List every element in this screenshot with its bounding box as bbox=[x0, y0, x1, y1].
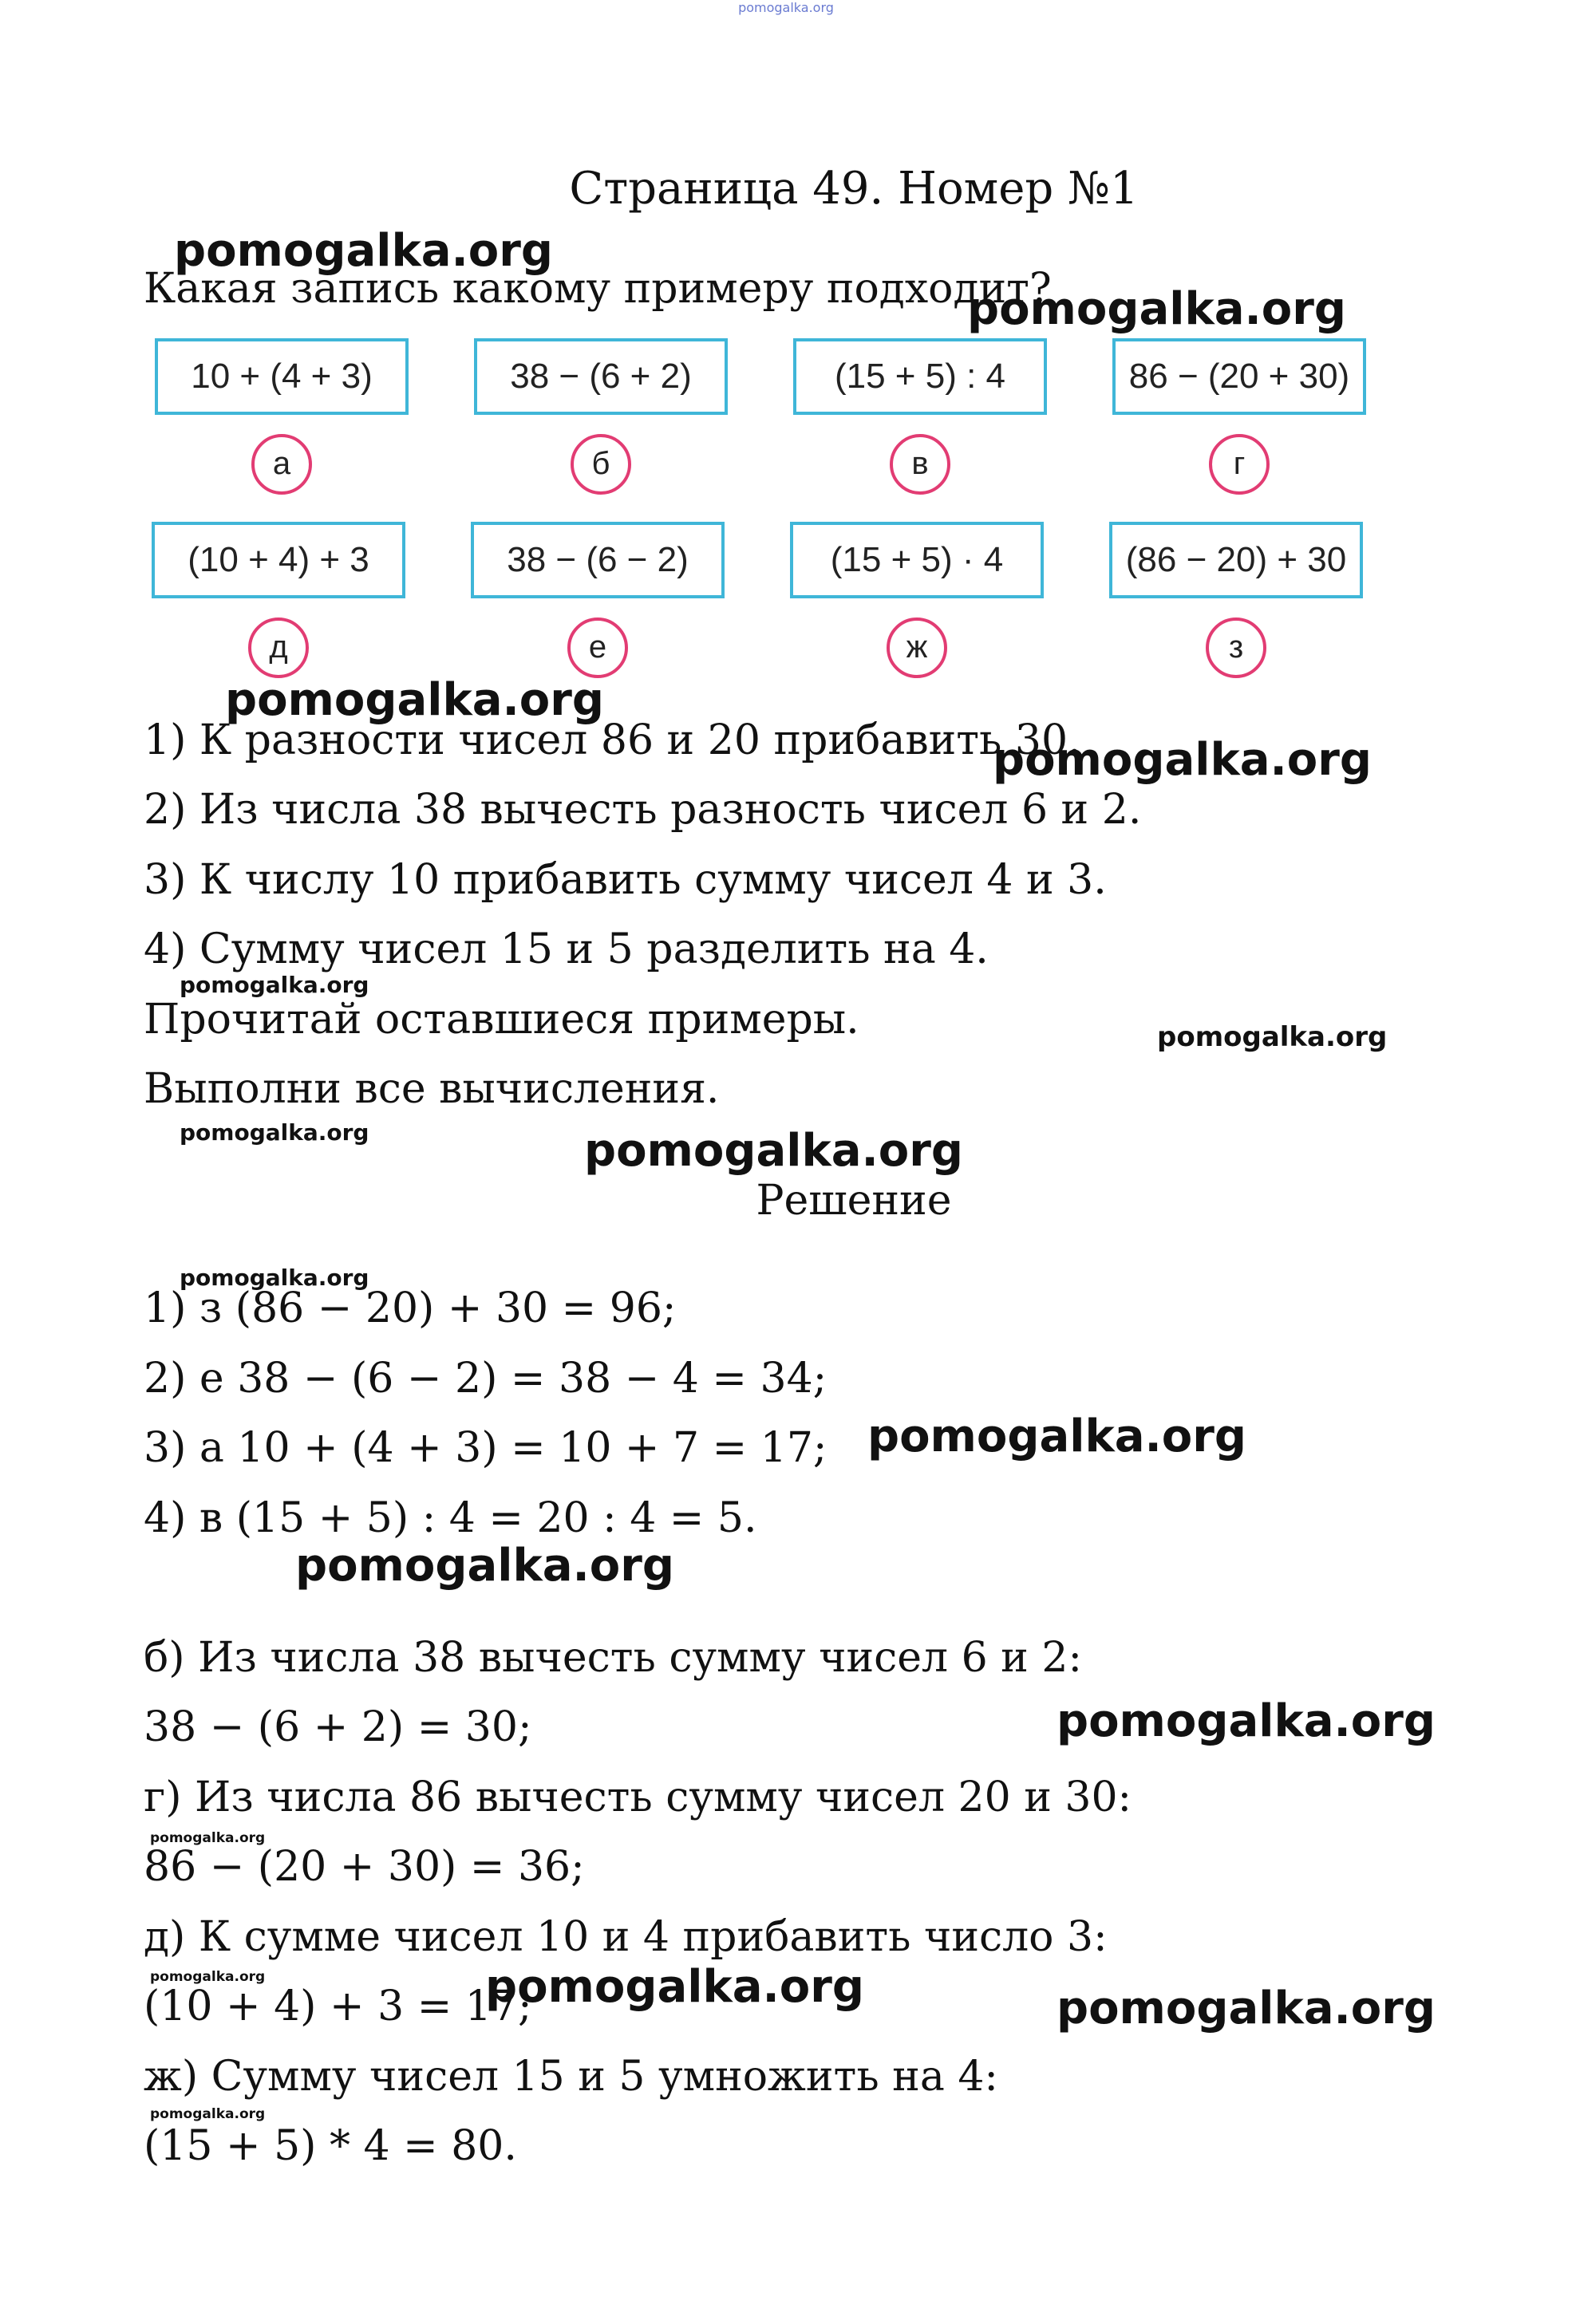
solution-answer: 1) з (86 − 20) + 30 = 96; bbox=[144, 1284, 677, 1332]
card-expression: (86 − 20) + 30 bbox=[1109, 522, 1363, 598]
card-letter: ж bbox=[887, 617, 947, 678]
watermark: pomogalka.org bbox=[1057, 1695, 1436, 1747]
watermark: pomogalka.org bbox=[584, 1125, 963, 1177]
card-expression: 86 − (20 + 30) bbox=[1112, 338, 1366, 415]
watermark: pomogalka.org bbox=[1057, 1983, 1436, 2034]
page-title: Страница 49. Номер №1 bbox=[569, 163, 1139, 215]
task-instruction: Прочитай оставшиеся примеры. bbox=[144, 996, 859, 1044]
task-item: 3) К числу 10 прибавить сумму чисел 4 и 3. bbox=[144, 856, 1107, 904]
card-expression: 10 + (4 + 3) bbox=[155, 338, 409, 415]
solution-extra-line: (15 + 5) * 4 = 80. bbox=[144, 2122, 517, 2170]
task-question: Какая запись какому примеру подходит? bbox=[144, 265, 1052, 313]
solution-extra-line: (10 + 4) + 3 = 17; bbox=[144, 1983, 532, 2030]
card-expression: 38 − (6 + 2) bbox=[474, 338, 728, 415]
task-item: 2) Из числа 38 вычесть разность чисел 6 и 2. bbox=[144, 786, 1142, 834]
card-letter: д bbox=[248, 617, 309, 678]
watermark: pomogalka.org bbox=[180, 1265, 369, 1291]
watermark: pomogalka.org bbox=[174, 225, 553, 277]
solution-answer: 3) а 10 + (4 + 3) = 10 + 7 = 17; bbox=[144, 1424, 827, 1472]
task-instruction: Выполни все вычисления. bbox=[144, 1065, 720, 1113]
watermark: pomogalka.org bbox=[867, 1411, 1246, 1462]
solution-extra-line: д) К сумме чисел 10 и 4 прибавить число 3: bbox=[144, 1913, 1108, 1961]
solution-extra-line: г) Из числа 86 вычесть сумму чисел 20 и 30: bbox=[144, 1774, 1132, 1821]
card-letter: е bbox=[567, 617, 628, 678]
solution-answer: 4) в (15 + 5) : 4 = 20 : 4 = 5. bbox=[144, 1494, 757, 1542]
solution-title: Решение bbox=[756, 1177, 952, 1225]
watermark: pomogalka.org bbox=[485, 1961, 864, 2013]
watermark: pomogalka.org bbox=[1157, 1021, 1388, 1053]
card-letter: г bbox=[1209, 434, 1270, 495]
expression-cards-figure bbox=[152, 335, 1404, 702]
card-expression: (15 + 5) · 4 bbox=[790, 522, 1044, 598]
card-letter: б bbox=[571, 434, 631, 495]
watermark: pomogalka.org bbox=[967, 283, 1346, 335]
card-letter: в bbox=[890, 434, 950, 495]
card-expression: (15 + 5) : 4 bbox=[793, 338, 1047, 415]
solution-extra-line: 38 − (6 + 2) = 30; bbox=[144, 1703, 532, 1751]
solution-answer: 2) е 38 − (6 − 2) = 38 − 4 = 34; bbox=[144, 1355, 827, 1403]
watermark: pomogalka.org bbox=[180, 1119, 369, 1146]
solution-extra-line: ж) Сумму чисел 15 и 5 умножить на 4: bbox=[144, 2053, 998, 2101]
watermark: pomogalka.org bbox=[180, 972, 369, 998]
solution-extra-line: б) Из числа 38 вычесть сумму чисел 6 и 2: bbox=[144, 1634, 1082, 1682]
task-item: 1) К разности чисел 86 и 20 прибавить 30. bbox=[144, 716, 1081, 764]
card-expression: (10 + 4) + 3 bbox=[152, 522, 405, 598]
top-watermark: pomogalka.org bbox=[738, 0, 834, 15]
watermark: pomogalka.org bbox=[150, 1830, 266, 1846]
watermark: pomogalka.org bbox=[993, 734, 1372, 786]
card-expression: 38 − (6 − 2) bbox=[471, 522, 725, 598]
watermark: pomogalka.org bbox=[295, 1540, 674, 1592]
watermark: pomogalka.org bbox=[150, 2106, 266, 2122]
solution-extra-line: 86 − (20 + 30) = 36; bbox=[144, 1843, 585, 1891]
watermark: pomogalka.org bbox=[225, 674, 604, 726]
watermark: pomogalka.org bbox=[150, 1969, 266, 1985]
task-item: 4) Сумму чисел 15 и 5 разделить на 4. bbox=[144, 925, 989, 973]
card-letter: а bbox=[251, 434, 312, 495]
card-letter: з bbox=[1206, 617, 1266, 678]
